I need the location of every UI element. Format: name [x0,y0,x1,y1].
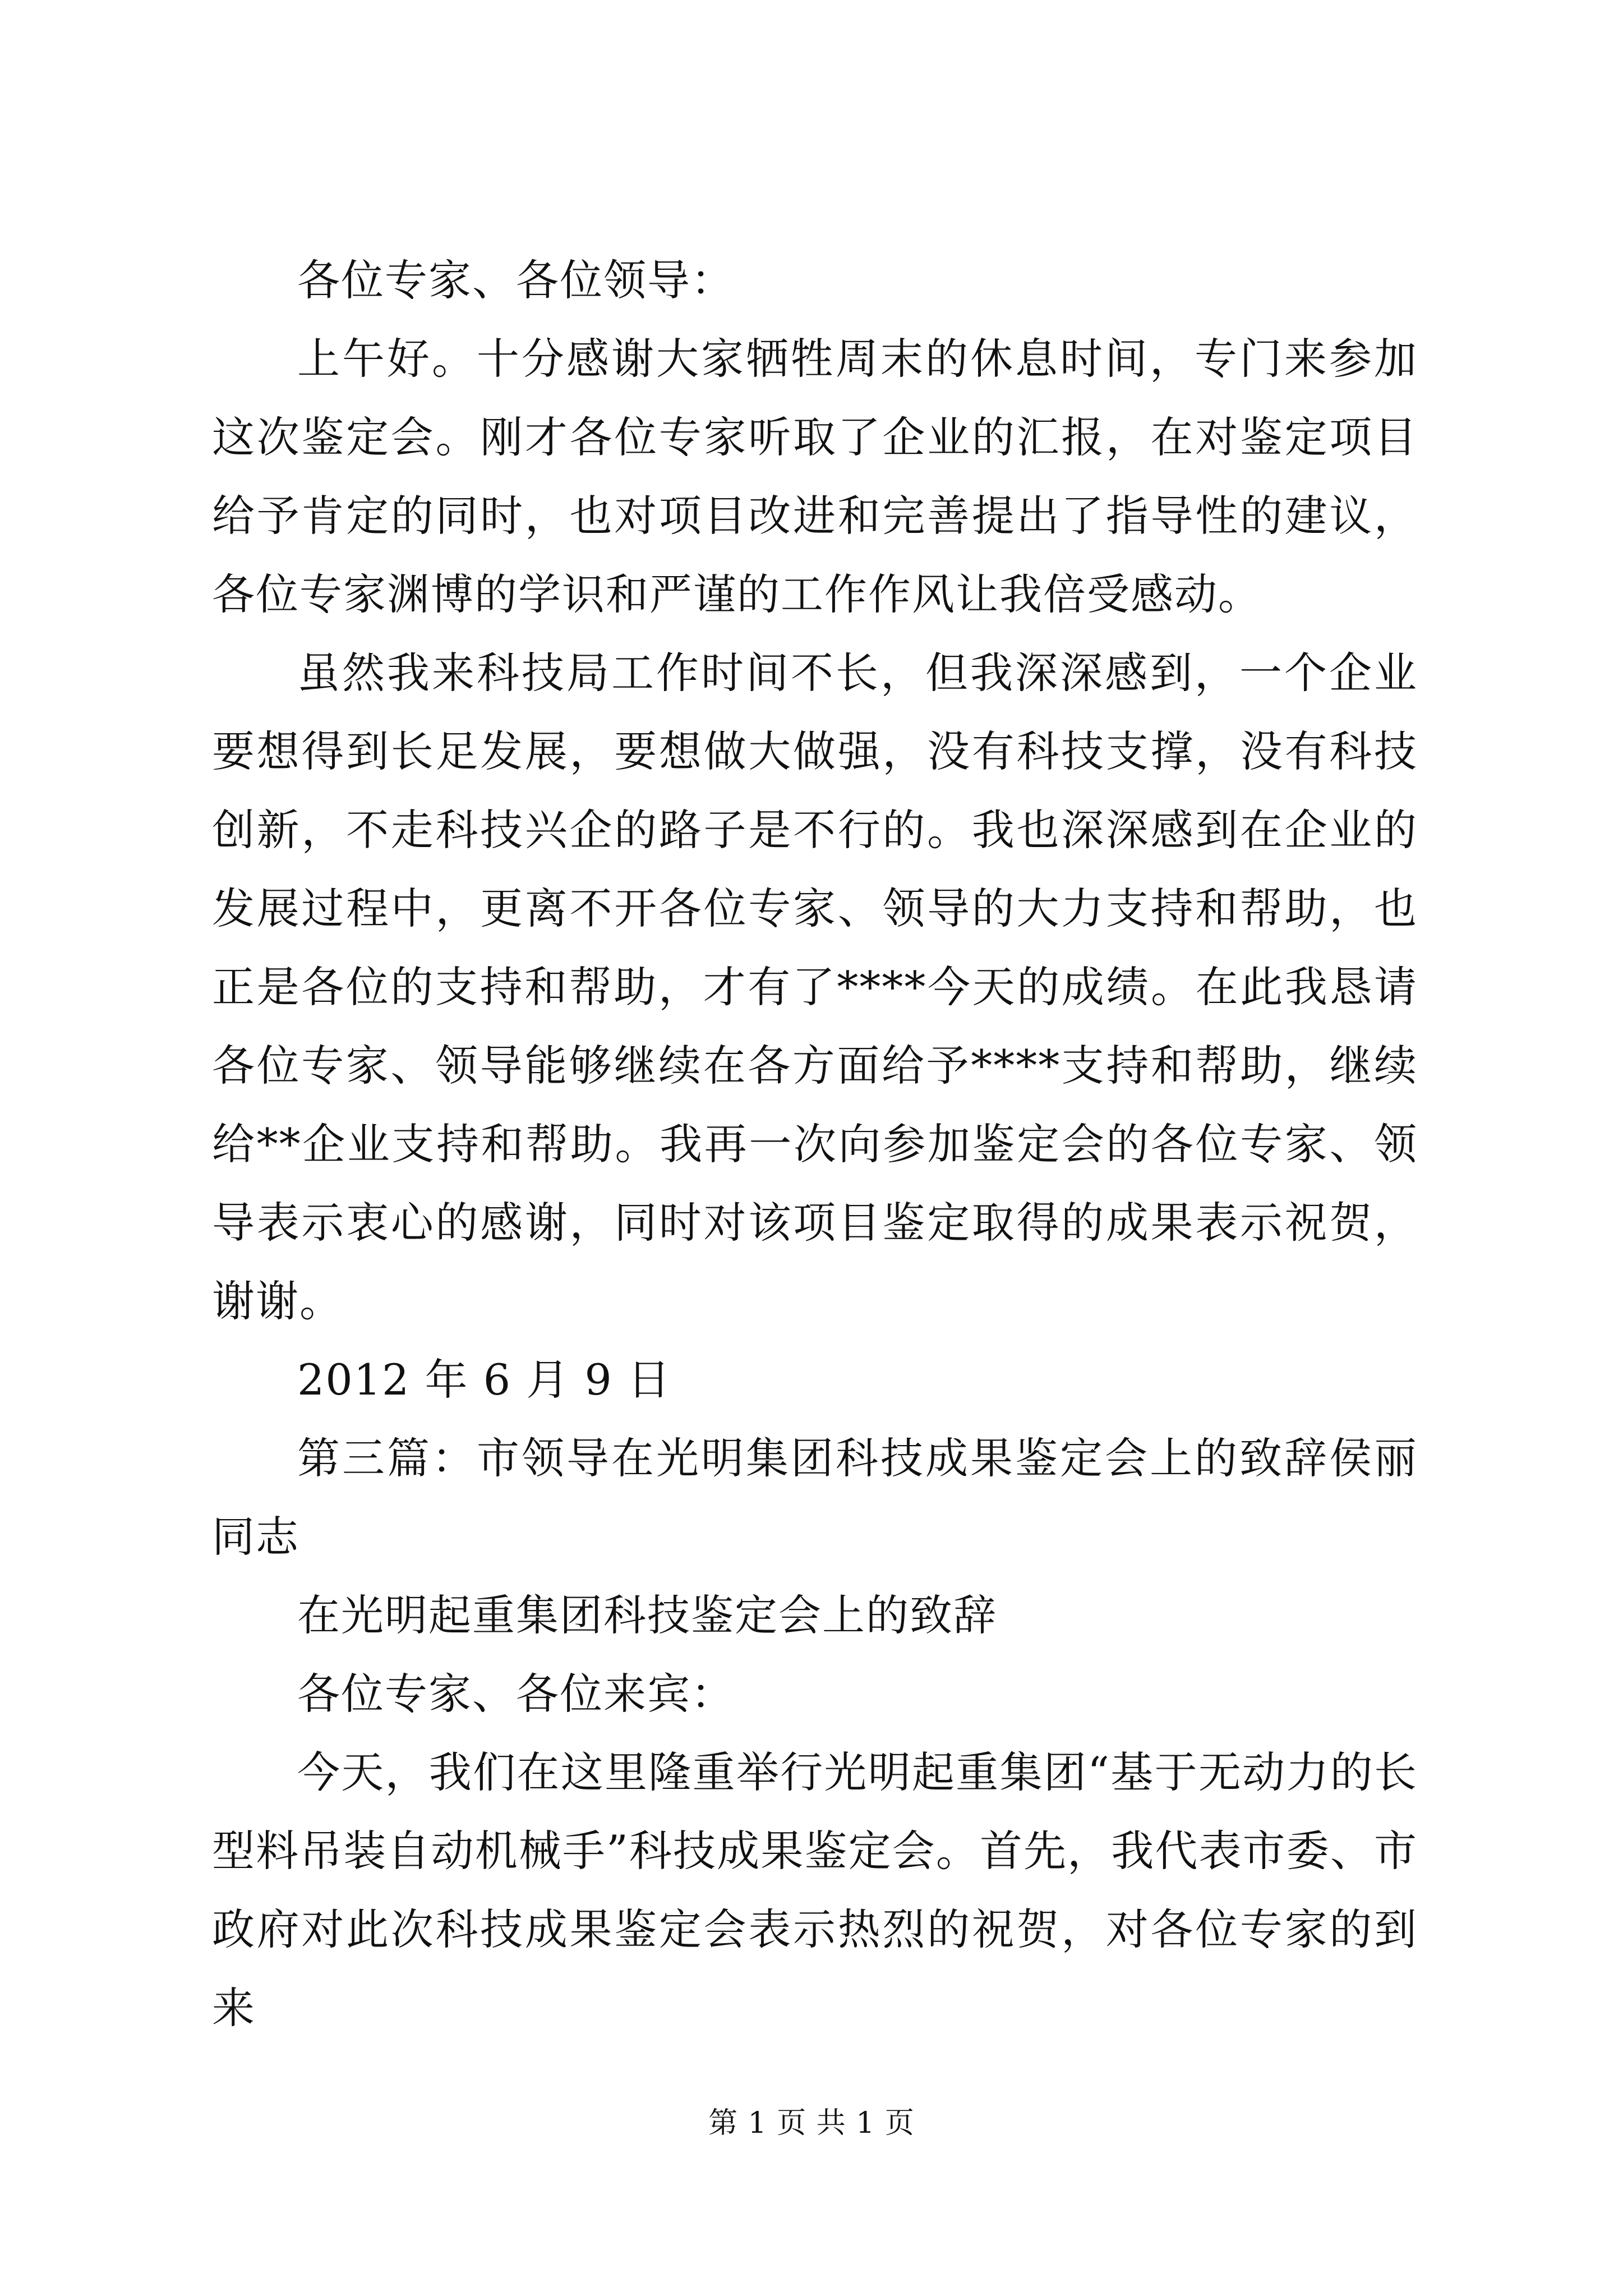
body-paragraph: 上午好。十分感谢大家牺牲周末的休息时间，专门来参加这次鉴定会。刚才各位专家听取了企业的汇报，在对鉴定项目给予肯定的同时，也对项目改进和完善提出了指导性的建议，各位专家渊博的学识和严谨的工作作风让我倍受感动。 [212,334,1418,619]
date-line: 2012 年 6 月 9 日 [297,1355,671,1405]
greeting-paragraph: 各位专家、各位领导： [297,255,735,305]
speech-title: 在光明起重集团科技鉴定会上的致辞 [297,1590,997,1640]
greeting-paragraph: 各位专家、各位来宾： [297,1669,735,1719]
body-paragraph: 虽然我来科技局工作时间不长，但我深深感到，一个企业要想得到长足发展，要想做大做强，没有科技支撑，没有科技创新，不走科技兴企的路子是不行的。我也深深感到在企业的发展过程中，更离不开各位专家、领导的大力支持和帮助，也正是各位的支持和帮助，才有了****今天的成绩。在此我恳请各位专家、领导能够继续在各方面给予****支持和帮助，继续给**企业支持和帮助。我再一次向参加鉴定会的各位专家、领导表示衷心的感谢，同时对该项目鉴定取得的成果表示祝贺，谢谢。 [212,648,1418,1326]
body-paragraph: 今天，我们在这里隆重举行光明起重集团“基于无动力的长型料吊装自动机械手”科技成果鉴定会。首先，我代表市委、市政府对此次科技成果鉴定会表示热烈的祝贺，对各位专家的到来 [212,1747,1418,2033]
section-heading: 第三篇：市领导在光明集团科技成果鉴定会上的致辞侯丽同志 [212,1433,1418,1562]
document-body [212,241,1418,2047]
page-footer: 第 1 页 共 1 页 [708,2106,915,2140]
